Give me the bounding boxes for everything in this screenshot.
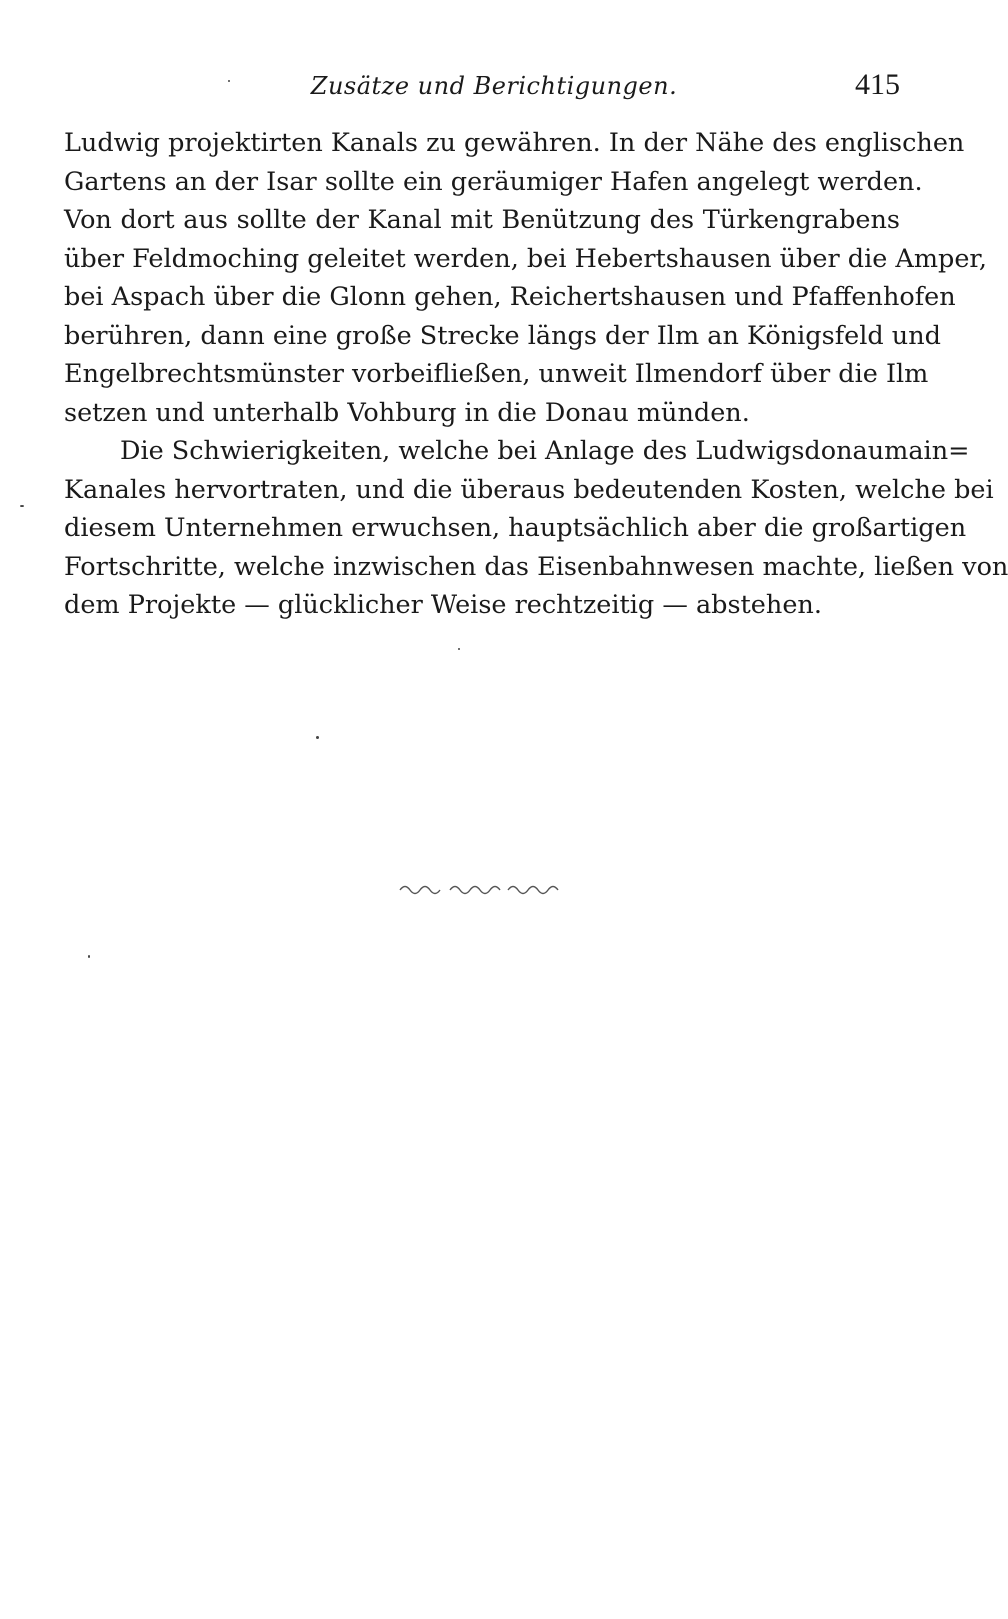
paper-speck bbox=[20, 505, 24, 507]
paper-speck bbox=[88, 955, 90, 958]
body-text bbox=[64, 124, 1008, 625]
text-line: Die Schwierigkeiten, welche bei Anlage des Ludwigsdonaumain= bbox=[120, 436, 970, 466]
text-line: Gartens an der Isar sollte ein geräumiger Hafen angelegt werden. bbox=[64, 166, 923, 197]
page-number: 415 bbox=[855, 68, 900, 101]
paragraph bbox=[64, 432, 1008, 625]
paper-speck bbox=[458, 648, 460, 650]
text-line: Engelbrechtsmünster vorbeifließen, unweit Ilmendorf über die Ilm bbox=[64, 359, 929, 389]
paper-speck bbox=[228, 80, 230, 82]
paragraph bbox=[64, 124, 987, 432]
text-line: Von dort aus sollte der Kanal mit Benützung des Türkengrabens bbox=[64, 205, 900, 235]
text-line: über Feldmoching geleitet werden, bei Hebertshausen über die Amper, bbox=[64, 243, 987, 274]
text-line: Ludwig projektirten Kanals zu gewähren. In der Nähe des englischen bbox=[64, 128, 965, 158]
text-line: Kanales hervortraten, und die überaus bedeutenden Kosten, welche bei bbox=[64, 474, 994, 505]
text-line: setzen und unterhalb Vohburg in die Donau münden. bbox=[64, 397, 750, 428]
text-line: berühren, dann eine große Strecke längs der Ilm an Königsfeld und bbox=[64, 320, 941, 351]
running-title: Zusätze und Berichtigungen. bbox=[310, 72, 678, 100]
text-line: bei Aspach über die Glonn gehen, Reichertshausen und Pfaffenhofen bbox=[64, 282, 956, 312]
text-line: Fortschritte, welche inzwischen das Eisenbahnwesen machte, ließen von bbox=[64, 551, 1008, 582]
running-head bbox=[64, 68, 900, 108]
paper-speck bbox=[316, 736, 319, 739]
text-line: diesem Unternehmen erwuchsen, hauptsächlich aber die großartigen bbox=[64, 513, 967, 543]
wavy-divider-ornament bbox=[398, 880, 568, 900]
text-line: dem Projekte — glücklicher Weise rechtzeitig — abstehen. bbox=[64, 590, 822, 620]
